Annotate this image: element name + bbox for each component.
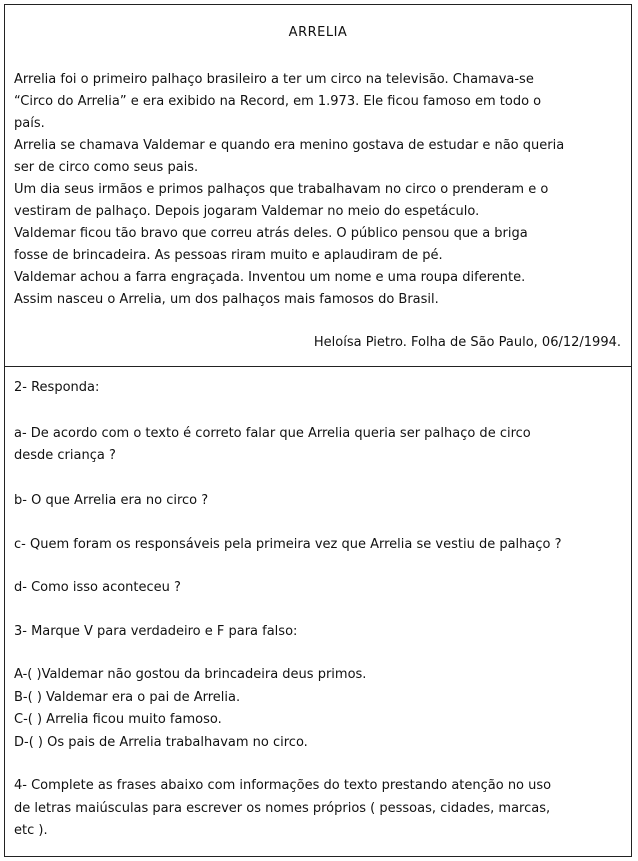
- worksheet-page: [4, 4, 632, 857]
- source-citation: Heloísa Pietro. Folha de São Paulo, 06/12/1994.: [313, 335, 621, 350]
- paragraph-line: Arrelia se chamava Valdemar e quando era menino gostava de estudar e não queria: [14, 138, 565, 153]
- question-2d: d- Como isso aconteceu ?: [14, 580, 181, 595]
- true-false-item: D-( ) Os pais de Arrelia trabalhavam no circo.: [14, 735, 308, 750]
- paragraph-line: “Circo do Arrelia” e era exibido na Record, em 1.973. Ele ficou famoso em todo o: [14, 94, 542, 109]
- question-3-heading: 3- Marque V para verdadeiro e F para falso:: [14, 624, 298, 639]
- question-4-line: 4- Complete as frases abaixo com informações do texto prestando atenção no uso: [14, 778, 552, 793]
- question-2a: a- De acordo com o texto é correto falar que Arrelia queria ser palhaço de circo: [14, 426, 531, 441]
- question-2b: b- O que Arrelia era no circo ?: [14, 493, 209, 508]
- true-false-item: B-( ) Valdemar era o pai de Arrelia.: [14, 690, 241, 705]
- true-false-item: C-( ) Arrelia ficou muito famoso.: [14, 712, 222, 727]
- question-4-line: etc ).: [14, 823, 48, 838]
- question-2-heading: 2- Responda:: [14, 380, 100, 395]
- paragraph-line: Valdemar achou a farra engraçada. Inventou um nome e uma roupa diferente.: [14, 270, 526, 285]
- question-2a-continued: desde criança ?: [14, 448, 116, 463]
- question-4-line: de letras maiúsculas para escrever os nomes próprios ( pessoas, cidades, marcas,: [14, 801, 551, 816]
- paragraph-line: fosse de brincadeira. As pessoas riram muito e aplaudiram de pé.: [14, 248, 443, 263]
- true-false-item: A-( )Valdemar não gostou da brincadeira deus primos.: [14, 667, 367, 682]
- paragraph-line: vestiram de palhaço. Depois jogaram Valdemar no meio do espetáculo.: [14, 204, 480, 219]
- divider: [5, 366, 631, 367]
- paragraph-line: Um dia seus irmãos e primos palhaços que trabalhavam no circo o prenderam e o: [14, 182, 549, 197]
- paragraph-line: Assim nasceu o Arrelia, um dos palhaços mais famosos do Brasil.: [14, 292, 439, 307]
- paragraph-line: Valdemar ficou tão bravo que correu atrás deles. O público pensou que a briga: [14, 226, 528, 241]
- paragraph-line: ser de circo como seus pais.: [14, 160, 199, 175]
- paragraph-line: país.: [14, 116, 45, 131]
- paragraph-line: Arrelia foi o primeiro palhaço brasileiro a ter um circo na televisão. Chamava-se: [14, 72, 534, 87]
- question-2c: c- Quem foram os responsáveis pela primeira vez que Arrelia se vestiu de palhaço ?: [14, 537, 562, 552]
- text-title: ARRELIA: [288, 25, 348, 40]
